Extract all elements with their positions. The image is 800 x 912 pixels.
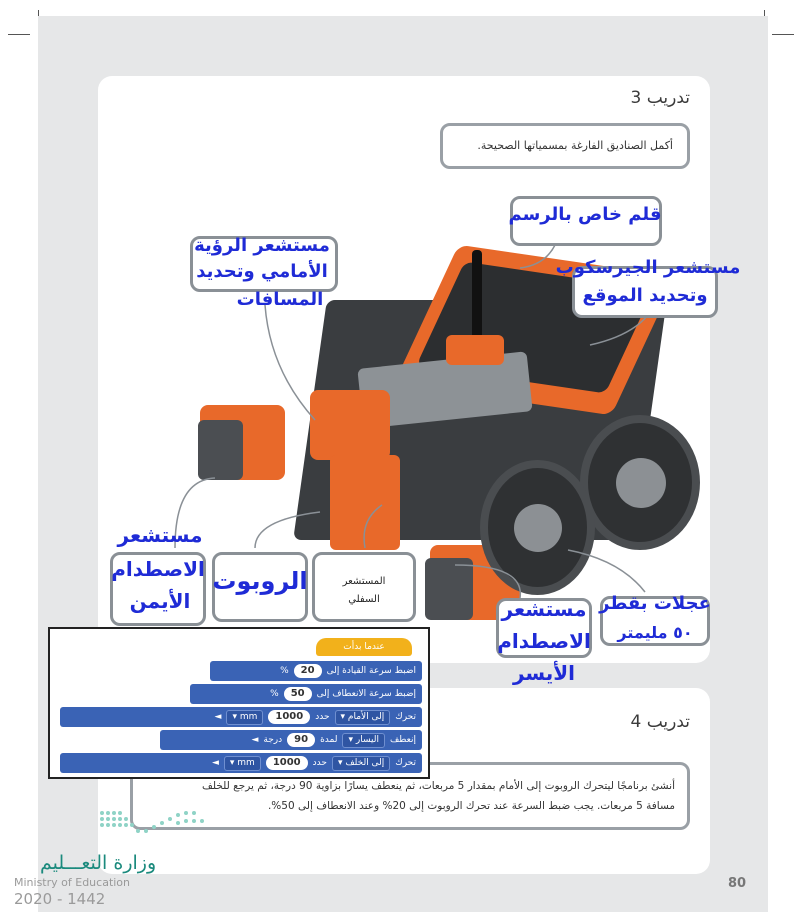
turn-left-block[interactable] [160, 730, 422, 750]
set-drive-velocity-label: اضبط سرعة القيادة إلى [326, 666, 416, 676]
set-drive-velocity-block[interactable] [210, 661, 422, 681]
down-sensor-label-line1: المستشعر [342, 576, 386, 587]
right-bumper-label-line3: الأيمن [129, 589, 191, 613]
exercise-3-title: تدريب 3 [630, 88, 690, 108]
gyro-label-line1: مستشعر الجيرسكوب [555, 257, 741, 278]
vision-label-line2: الأمامي وتحديد [196, 261, 328, 282]
turn-direction: اليسار [355, 734, 379, 745]
wheels-label-line2: ٥٠ مليمتر [617, 623, 693, 642]
down-sensor-label-line2: السفلي [348, 594, 380, 605]
turn-angle-unit: درجة [263, 735, 283, 745]
turn-direction-dropdown[interactable]: اليسار ▾ [342, 733, 384, 748]
drive-reverse-unit-dropdown[interactable]: mm ▾ [224, 756, 261, 771]
turn-velocity-input[interactable]: 50 [284, 687, 312, 701]
leader-robot [255, 512, 320, 548]
exercise-3-instruction-text: أكمل الصناديق الفارغة بمسمياتها الصحيحة. [477, 139, 673, 152]
drive-reverse-direction-dropdown[interactable]: إلى الخلف ▾ [332, 756, 390, 771]
right-bumper-label-line1: مستشعر [117, 523, 203, 547]
code-panel [48, 627, 430, 779]
leader-wheels [568, 550, 645, 592]
drive-velocity-unit: % [280, 666, 289, 676]
when-started-block[interactable] [316, 638, 412, 656]
drive-forward-distance-input[interactable]: 1000 [268, 710, 310, 724]
turn-velocity-unit: % [270, 689, 279, 699]
drive-reverse-for: حدد [312, 758, 327, 768]
ministry-name-english: Ministry of Education [14, 876, 131, 889]
drive-reverse-unit: mm [237, 757, 255, 768]
left-bumper-label-line2: الاصطدام [497, 629, 591, 653]
when-started-label: عندما بدأت [343, 642, 385, 652]
edition-year: 2020 - 1442 [14, 890, 106, 908]
drive-forward-direction-dropdown[interactable]: إلى الأمام ▾ [335, 710, 391, 725]
set-turn-velocity-block[interactable] [190, 684, 422, 704]
drive-reverse-distance-input[interactable]: 1000 [266, 756, 308, 770]
drive-forward-arrow: ◄ [214, 712, 222, 722]
drive-reverse-arrow: ◄ [211, 758, 219, 768]
left-bumper-label-line1: مستشعر [501, 597, 587, 621]
leader-vision [265, 305, 315, 420]
vision-label-line1: مستشعر الرؤية [194, 235, 330, 256]
left-bumper-label-line3: الأيسر [512, 661, 576, 685]
wheels-label-line1: عجلات بقطر [599, 593, 711, 614]
turn-left-verb: إنعطف [389, 735, 416, 745]
drive-velocity-input[interactable]: 20 [294, 664, 322, 678]
drive-forward-unit: mm [239, 711, 258, 722]
drive-forward-verb: تحرك [395, 712, 416, 722]
drive-forward-unit-dropdown[interactable]: mm ▾ [226, 710, 263, 725]
drive-reverse-direction: إلى الخلف [345, 757, 385, 768]
drive-reverse-block[interactable] [60, 753, 422, 773]
vision-label-line3: المسافات [236, 289, 324, 310]
robot-label: الروبوت [212, 567, 308, 595]
ministry-logo-dots [96, 805, 216, 845]
exercise-4-title: تدريب 4 [630, 712, 690, 732]
right-bumper-label-line2: الاصطدام [111, 557, 205, 581]
set-turn-velocity-label: إضبط سرعة الانعطاف إلى [316, 689, 416, 699]
exercise-4-instruction-line1: أنشئ برنامجًا ليتحرك الروبوت إلى الأمام بمقدار 5 مربعات، ثم ينعطف يسارًا بزاوية 90 درجة، ثم يرجع للخلف [201, 780, 675, 792]
drive-reverse-verb: تحرك [395, 758, 416, 768]
ministry-name-arabic: وزارة التعـــليم [40, 852, 157, 874]
turn-angle-input[interactable]: 90 [287, 733, 315, 747]
drive-forward-for: حدد [315, 712, 330, 722]
exercise-4-instruction-line2: مسافة 5 مربعات. يجب ضبط السرعة عند تحرك الروبوت إلى 20% وعند الانعطاف إلى 50%. [267, 799, 675, 812]
gyro-label-line2: وتحديد الموقع [582, 285, 708, 306]
pen-label: قلم خاص بالرسم [508, 204, 662, 225]
drive-forward-block[interactable] [60, 707, 422, 727]
turn-left-arrow: ◄ [251, 735, 259, 745]
page-number: 80 [728, 876, 747, 891]
drive-forward-direction: إلى الأمام [347, 711, 385, 722]
turn-left-for: لمدة [320, 735, 338, 745]
leader-left-bumper [455, 565, 520, 598]
leader-down-sensor [364, 505, 382, 548]
